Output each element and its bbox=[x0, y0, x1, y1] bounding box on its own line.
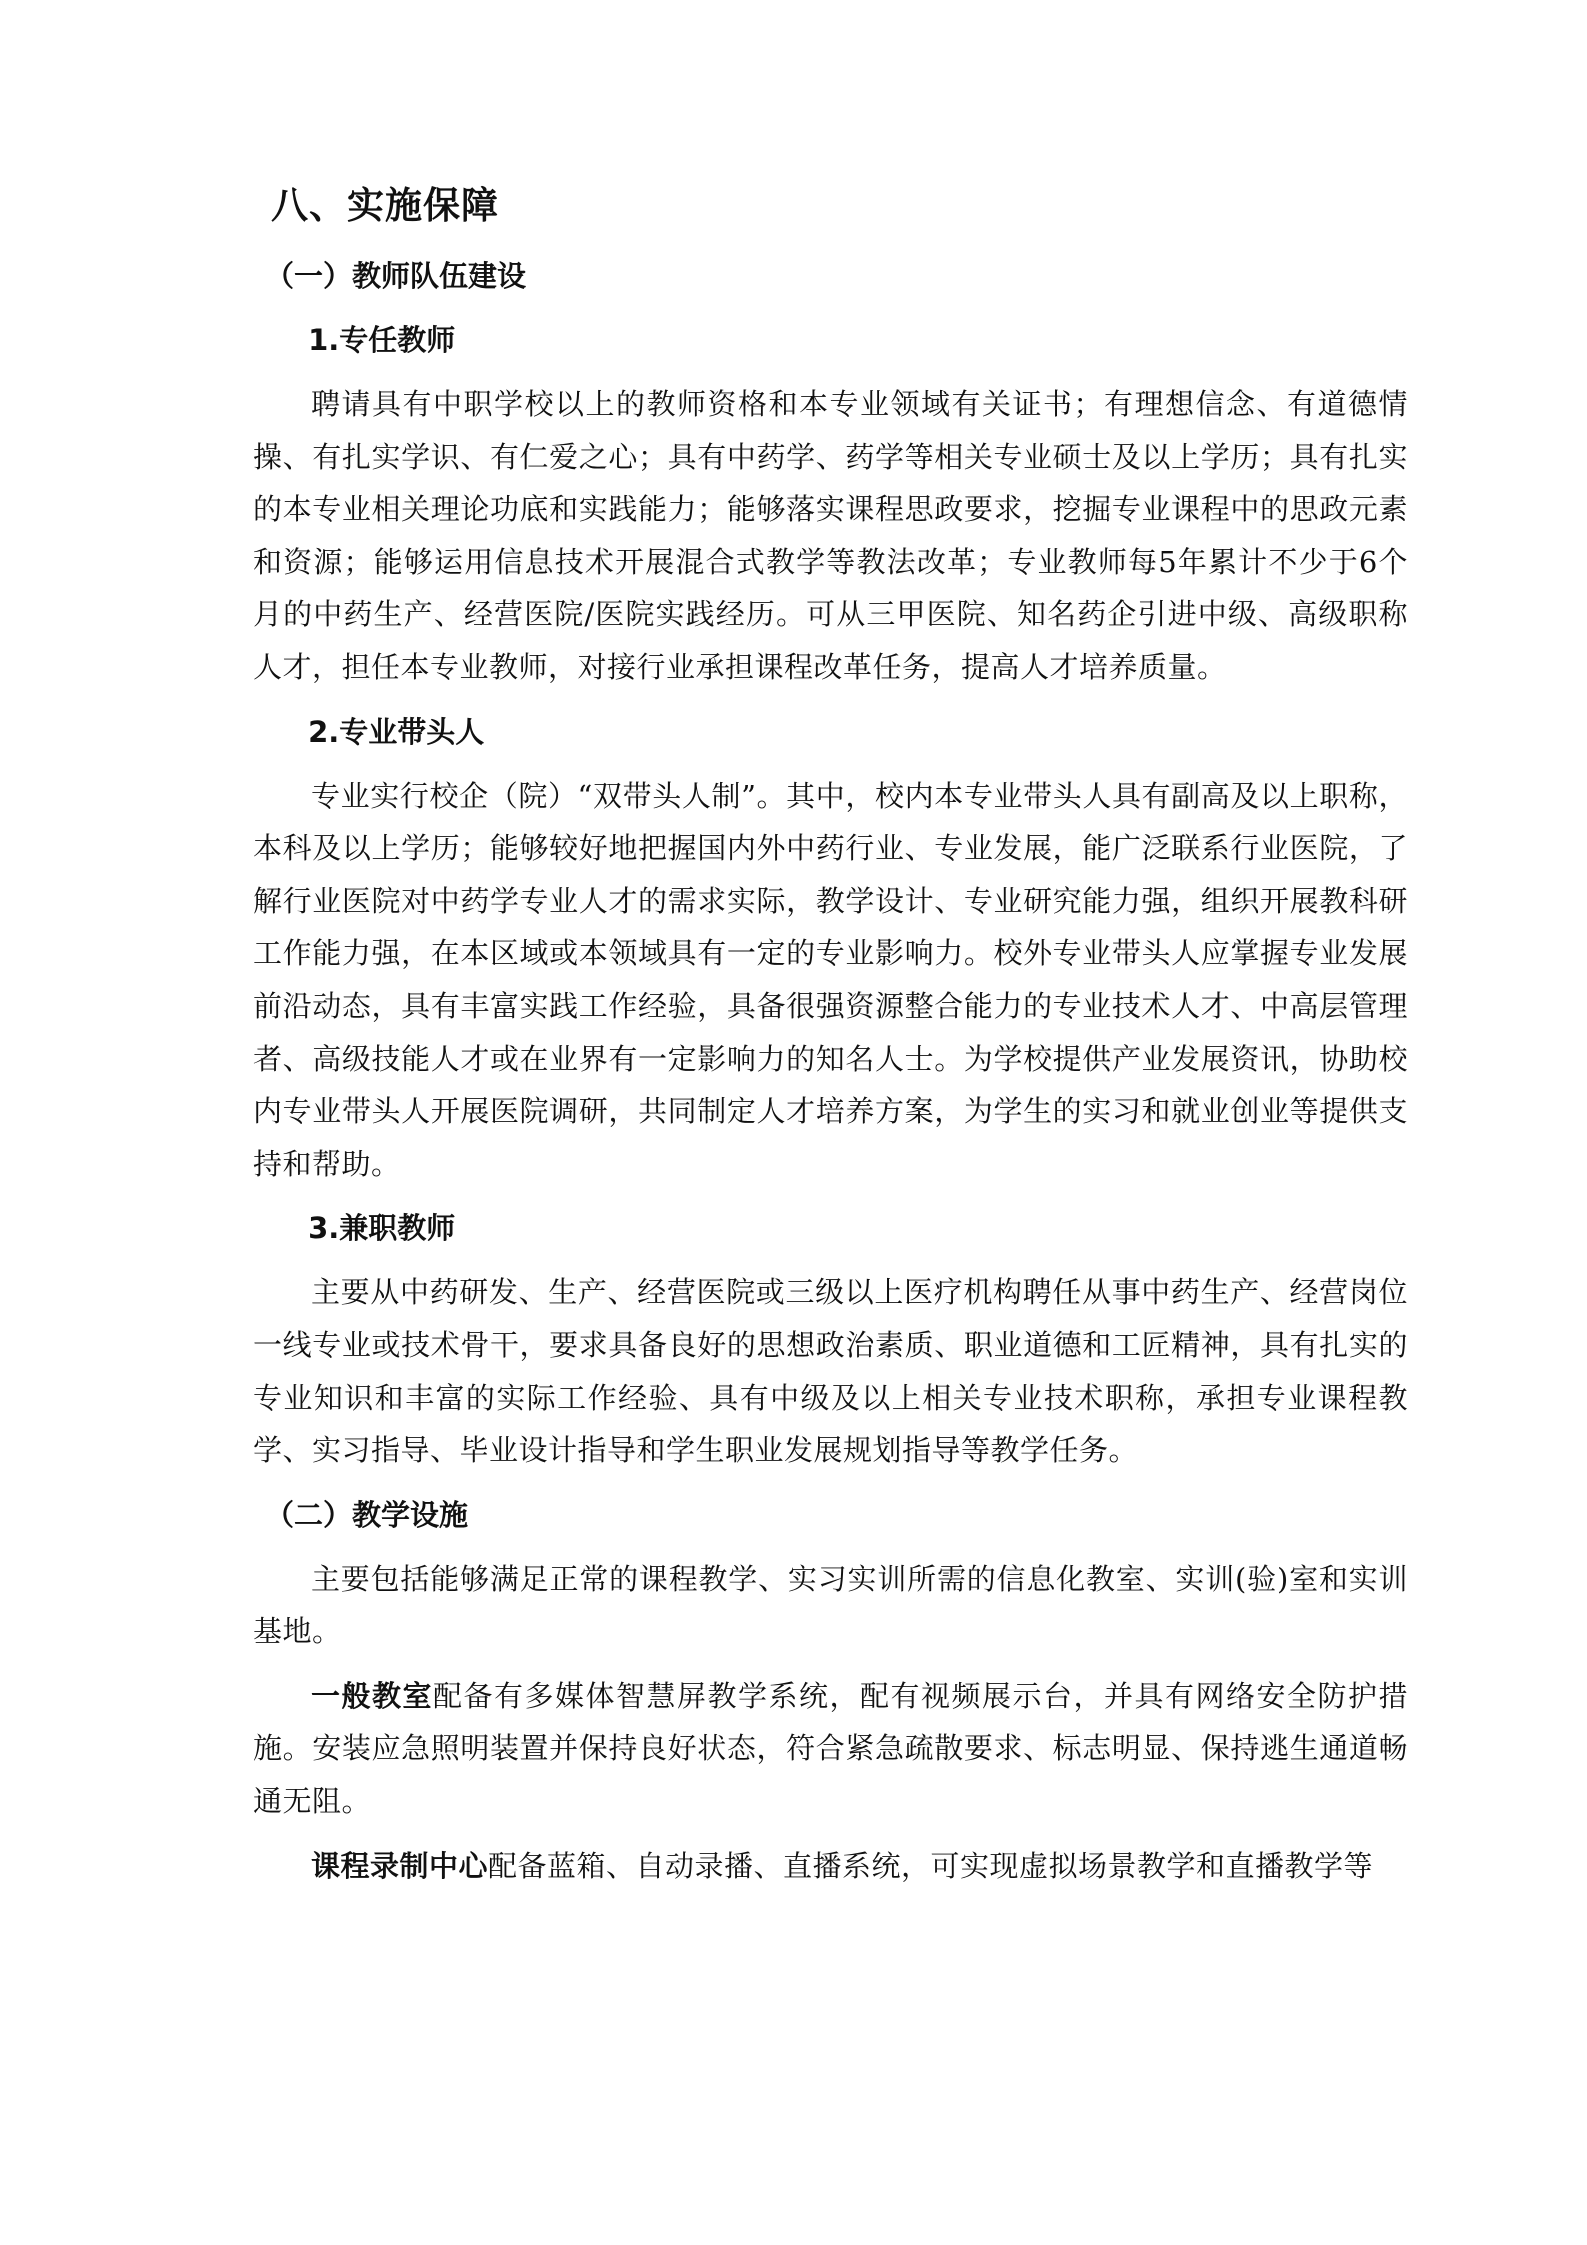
recording-text: 配备蓝箱、自动录播、直播系统，可实现虚拟场景教学和直播教学等 bbox=[488, 1848, 1374, 1883]
heading-part-time-teachers: 3.兼职教师 bbox=[308, 1211, 456, 1246]
paragraph-program-leader: 专业实行校企（院）“双带头人制”。其中，校内本专业带头人具有副高及以上职称，本科及以上学历；能够较好地把握国内外中药行业、专业发展，能广泛联系行业医院，了解行业医院对中药学专业人才的需求实际，教学设计、专业研究能力强，组织开展教科研工作能力强，在本区域或本领域具有一定的专业影响力。校外专业带头人应掌握专业发展前沿动态，具有丰富实践工作经验，具备很强资源整合能力的专业技术人才、中高层管理者、高级技能人才或在业界有一定影响力的知名人士。为学校提供产业发展资讯，协助校内专业带头人开展医院调研，共同制定人才培养方案，为学生的实习和就业创业等提供支持和帮助。 bbox=[253, 778, 1408, 1181]
recording-term: 课程录制中心 bbox=[311, 1848, 489, 1883]
classroom-text: 配备有多媒体智慧屏教学系统，配有视频展示台，并具有网络安全防护措施。安装应急照明装置并保持良好状态，符合紧急疏散要求、标志明显、保持逃生通道畅通无阻。 bbox=[253, 1678, 1408, 1819]
paragraph-recording-center bbox=[253, 1840, 1408, 1893]
section-title: 八、实施保障 bbox=[271, 184, 499, 227]
subsection-title-teachers: （一）教师队伍建设 bbox=[265, 259, 527, 293]
paragraph-full-time-teachers: 聘请具有中职学校以上的教师资格和本专业领域有关证书；有理想信念、有道德情操、有扎实学识、有仁爱之心；具有中药学、药学等相关专业硕士及以上学历；具有扎实的本专业相关理论功底和实践能力；能够落实课程思政要求，挖掘专业课程中的思政元素和资源；能够运用信息技术开展混合式教学等教法改革；专业教师每5年累计不少于6个月的中药生产、经营医院/医院实践经历。可从三甲医院、知名药企引进中级、高级职称人才，担任本专业教师，对接行业承担课程改革任务，提高人才培养质量。 bbox=[253, 387, 1408, 684]
paragraph-part-time-teachers: 主要从中药研发、生产、经营医院或三级以上医疗机构聘任从事中药生产、经营岗位一线专业或技术骨干，要求具备良好的思想政治素质、职业道德和工匠精神，具有扎实的专业知识和丰富的实际工作经验、具有中级及以上相关专业技术职称，承担专业课程教学、实习指导、毕业设计指导和学生职业发展规划指导等教学任务。 bbox=[253, 1275, 1408, 1468]
paragraph-facilities-intro: 主要包括能够满足正常的课程教学、实习实训所需的信息化教室、实训(验)室和实训基地。 bbox=[253, 1561, 1408, 1649]
paragraph-classroom bbox=[253, 1670, 1408, 1828]
subsection-title-facilities: （二）教学设施 bbox=[265, 1497, 469, 1532]
heading-full-time-teachers: 1.专任教师 bbox=[308, 323, 456, 357]
heading-program-leader: 2.专业带头人 bbox=[308, 714, 485, 749]
classroom-term: 一般教室 bbox=[311, 1678, 433, 1713]
page-content bbox=[253, 178, 1408, 1892]
